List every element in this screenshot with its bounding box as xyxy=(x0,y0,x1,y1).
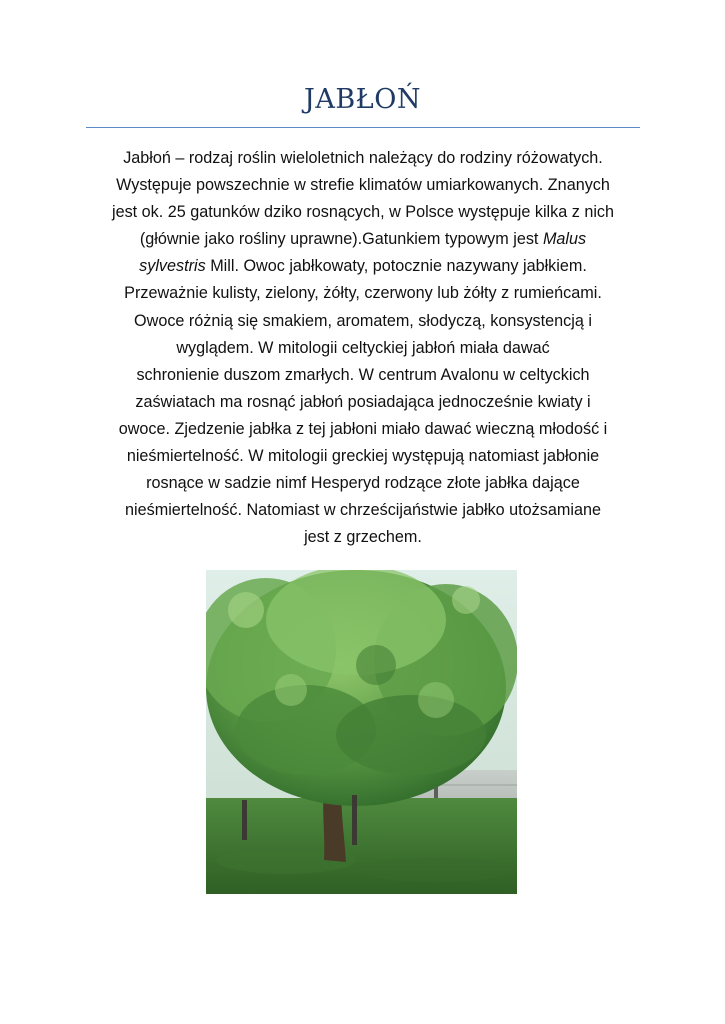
paragraph-line xyxy=(84,226,642,253)
paragraph-text: Mill. Owoc jabłkowaty, potocznie nazywany jabłkiem. xyxy=(210,257,587,276)
paragraph-line: owoce. Zjedzenie jabłka z tej jabłoni miało dawać wieczną młodość i xyxy=(118,419,608,438)
paragraph-line xyxy=(84,253,642,280)
paragraph-line: Przeważnie kulisty, zielony, żółty, czerwony lub żółty z rumieńcami. xyxy=(124,284,602,303)
apple-tree-photo-illustration xyxy=(206,570,517,894)
latin-genus-name: Malus xyxy=(542,230,587,249)
paragraph-line: zaświatach ma rosnąć jabłoń posiadająca jednocześnie kwiaty i xyxy=(135,392,591,411)
document-title: JABŁOŃ xyxy=(304,84,421,115)
paragraph-line: jest ok. 25 gatunków dziko rosnących, w Polsce występuje kilka z nich xyxy=(111,203,615,222)
paragraph-line: Jabłoń – rodzaj roślin wieloletnich należący do rodziny różowatych. xyxy=(123,149,603,167)
title-underline-divider xyxy=(86,127,640,128)
paragraph-line: wyglądem. W mitologii celtyckiej jabłoń miała dawać xyxy=(176,338,550,357)
paragraph-line: Występuje powszechnie w strefie klimatów umiarkowanych. Znanych xyxy=(116,176,610,195)
paragraph-line: rosnące w sadzie nimf Hesperyd rodzące złote jabłka dające xyxy=(146,474,580,493)
body-paragraph xyxy=(84,145,642,551)
apple-tree-photo xyxy=(206,570,517,894)
paragraph-line: nieśmiertelność. Natomiast w chrześcijaństwie jabłko utożsamiane xyxy=(125,501,601,520)
paragraph-line: jest z grzechem. xyxy=(304,528,422,547)
paragraph-text: (głównie jako rośliny uprawne).Gatunkiem typowym jest xyxy=(139,230,539,249)
paragraph-line: Owoce różnią się smakiem, aromatem, słodyczą, konsystencją i xyxy=(134,311,592,330)
paragraph-line: schronienie duszom zmarłych. W centrum Avalonu w celtyckich xyxy=(136,365,590,384)
latin-species-name: sylvestris xyxy=(139,257,206,276)
paragraph-line: nieśmiertelność. W mitologii greckiej występują natomiast jabłonie xyxy=(126,447,600,466)
